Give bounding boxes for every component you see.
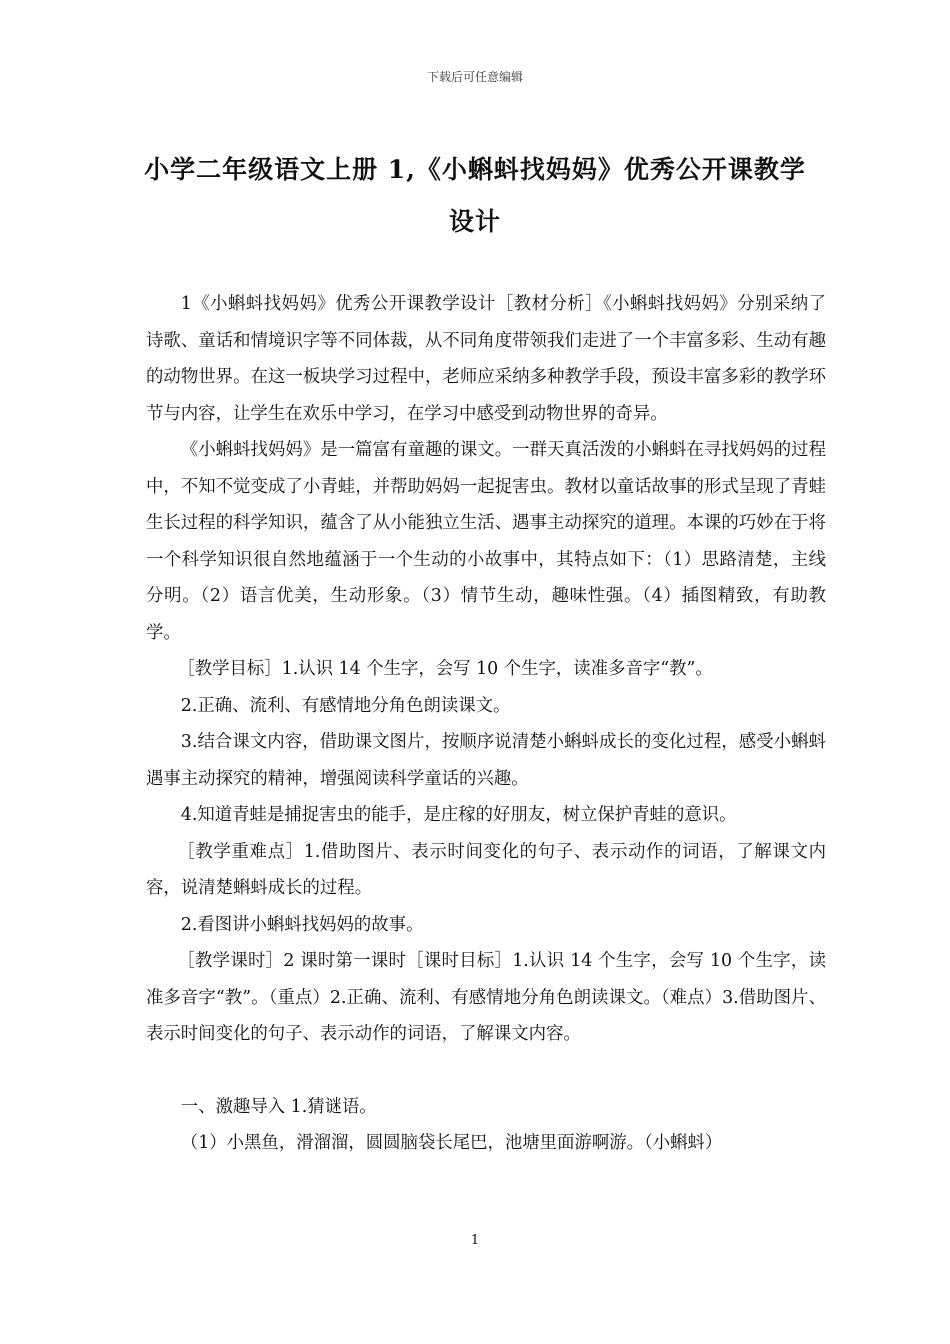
paragraph-key-point-2: 2.看图讲小蝌蚪找妈妈的故事。	[180, 914, 424, 935]
document-title-line-2: 设计	[448, 207, 501, 236]
paragraph-goal-2: 2.正确、流利、有感情地分角色朗读课文。	[180, 695, 511, 716]
page-number: 1	[470, 1233, 480, 1248]
paragraph-class-hours: ［教学课时］2 课时第一课时［课时目标］1.认识 14 个生字，会写 10 个生字，读准多音字“教”。（重点）2.正确、流利、有感情地分角色朗读课文。（难点）3.借助图片、表示时间变化的句子、表示动作的词语，了解课文内容。	[146, 951, 826, 1044]
paragraph-riddle-1: （1）小黑鱼，滑溜溜，圆圆脑袋长尾巴，池塘里面游啊游。（小蝌蚪）	[180, 1133, 723, 1153]
paragraph-key-points: ［教学重难点］1.借助图片、表示时间变化的句子、表示动作的词语，了解课文内容，说清楚蝌蚪成长的过程。	[146, 841, 826, 898]
header-note: 下载后可任意编辑	[426, 70, 523, 84]
paragraph-goal-4: 4.知道青蛙是捕捉害虫的能手，是庄稼的好朋友，树立保护青蛙的意识。	[180, 805, 737, 825]
document-title-line-1: 小学二年级语文上册 1,《小蝌蚪找妈妈》优秀公开课教学	[144, 155, 806, 184]
document-body	[146, 286, 826, 1162]
paragraph-section-intro: 一、激趣导入 1.猜谜语。	[180, 1096, 377, 1117]
paragraph-lesson-intro: 《小蝌蚪找妈妈》是一篇富有童趣的课文。一群天真活泼的小蝌蚪在寻找妈妈的过程中，不知不觉变成了小青蛙，并帮助妈妈一起捉害虫。教材以童话故事的形式呈现了青蛙生长过程的科学知识，蕴含了从小能独立生活、遇事主动探究的道理。本课的巧妙在于将一个科学知识很自然地蕴涵于一个生动的小故事中，其特点如下：（1）思路清楚，主线分明。（2）语言优美，生动形象。（3）情节生动，趣味性强。（4）插图精致，有助教学。	[146, 440, 826, 643]
paragraph-teaching-goals: ［教学目标］1.认识 14 个生字，会写 10 个生字，读准多音字“教”。	[177, 659, 713, 679]
paragraph-textbook-analysis: 1《小蝌蚪找妈妈》优秀公开课教学设计［教材分析］《小蝌蚪找妈妈》分别采纳了诗歌、童话和情境识字等不同体裁，从不同角度带领我们走进了一个丰富多彩、生动有趣的动物世界。在这一板块学习过程中，老师应采纳多种教学手段，预设丰富多彩的教学环节与内容，让学生在欢乐中学习，在学习中感受到动物世界的奇异。	[146, 294, 826, 424]
paragraph-goal-3: 3.结合课文内容，借助课文图片，按顺序说清楚小蝌蚪成长的变化过程，感受小蝌蚪遇事主动探究的精神，增强阅读科学童话的兴趣。	[146, 732, 826, 789]
